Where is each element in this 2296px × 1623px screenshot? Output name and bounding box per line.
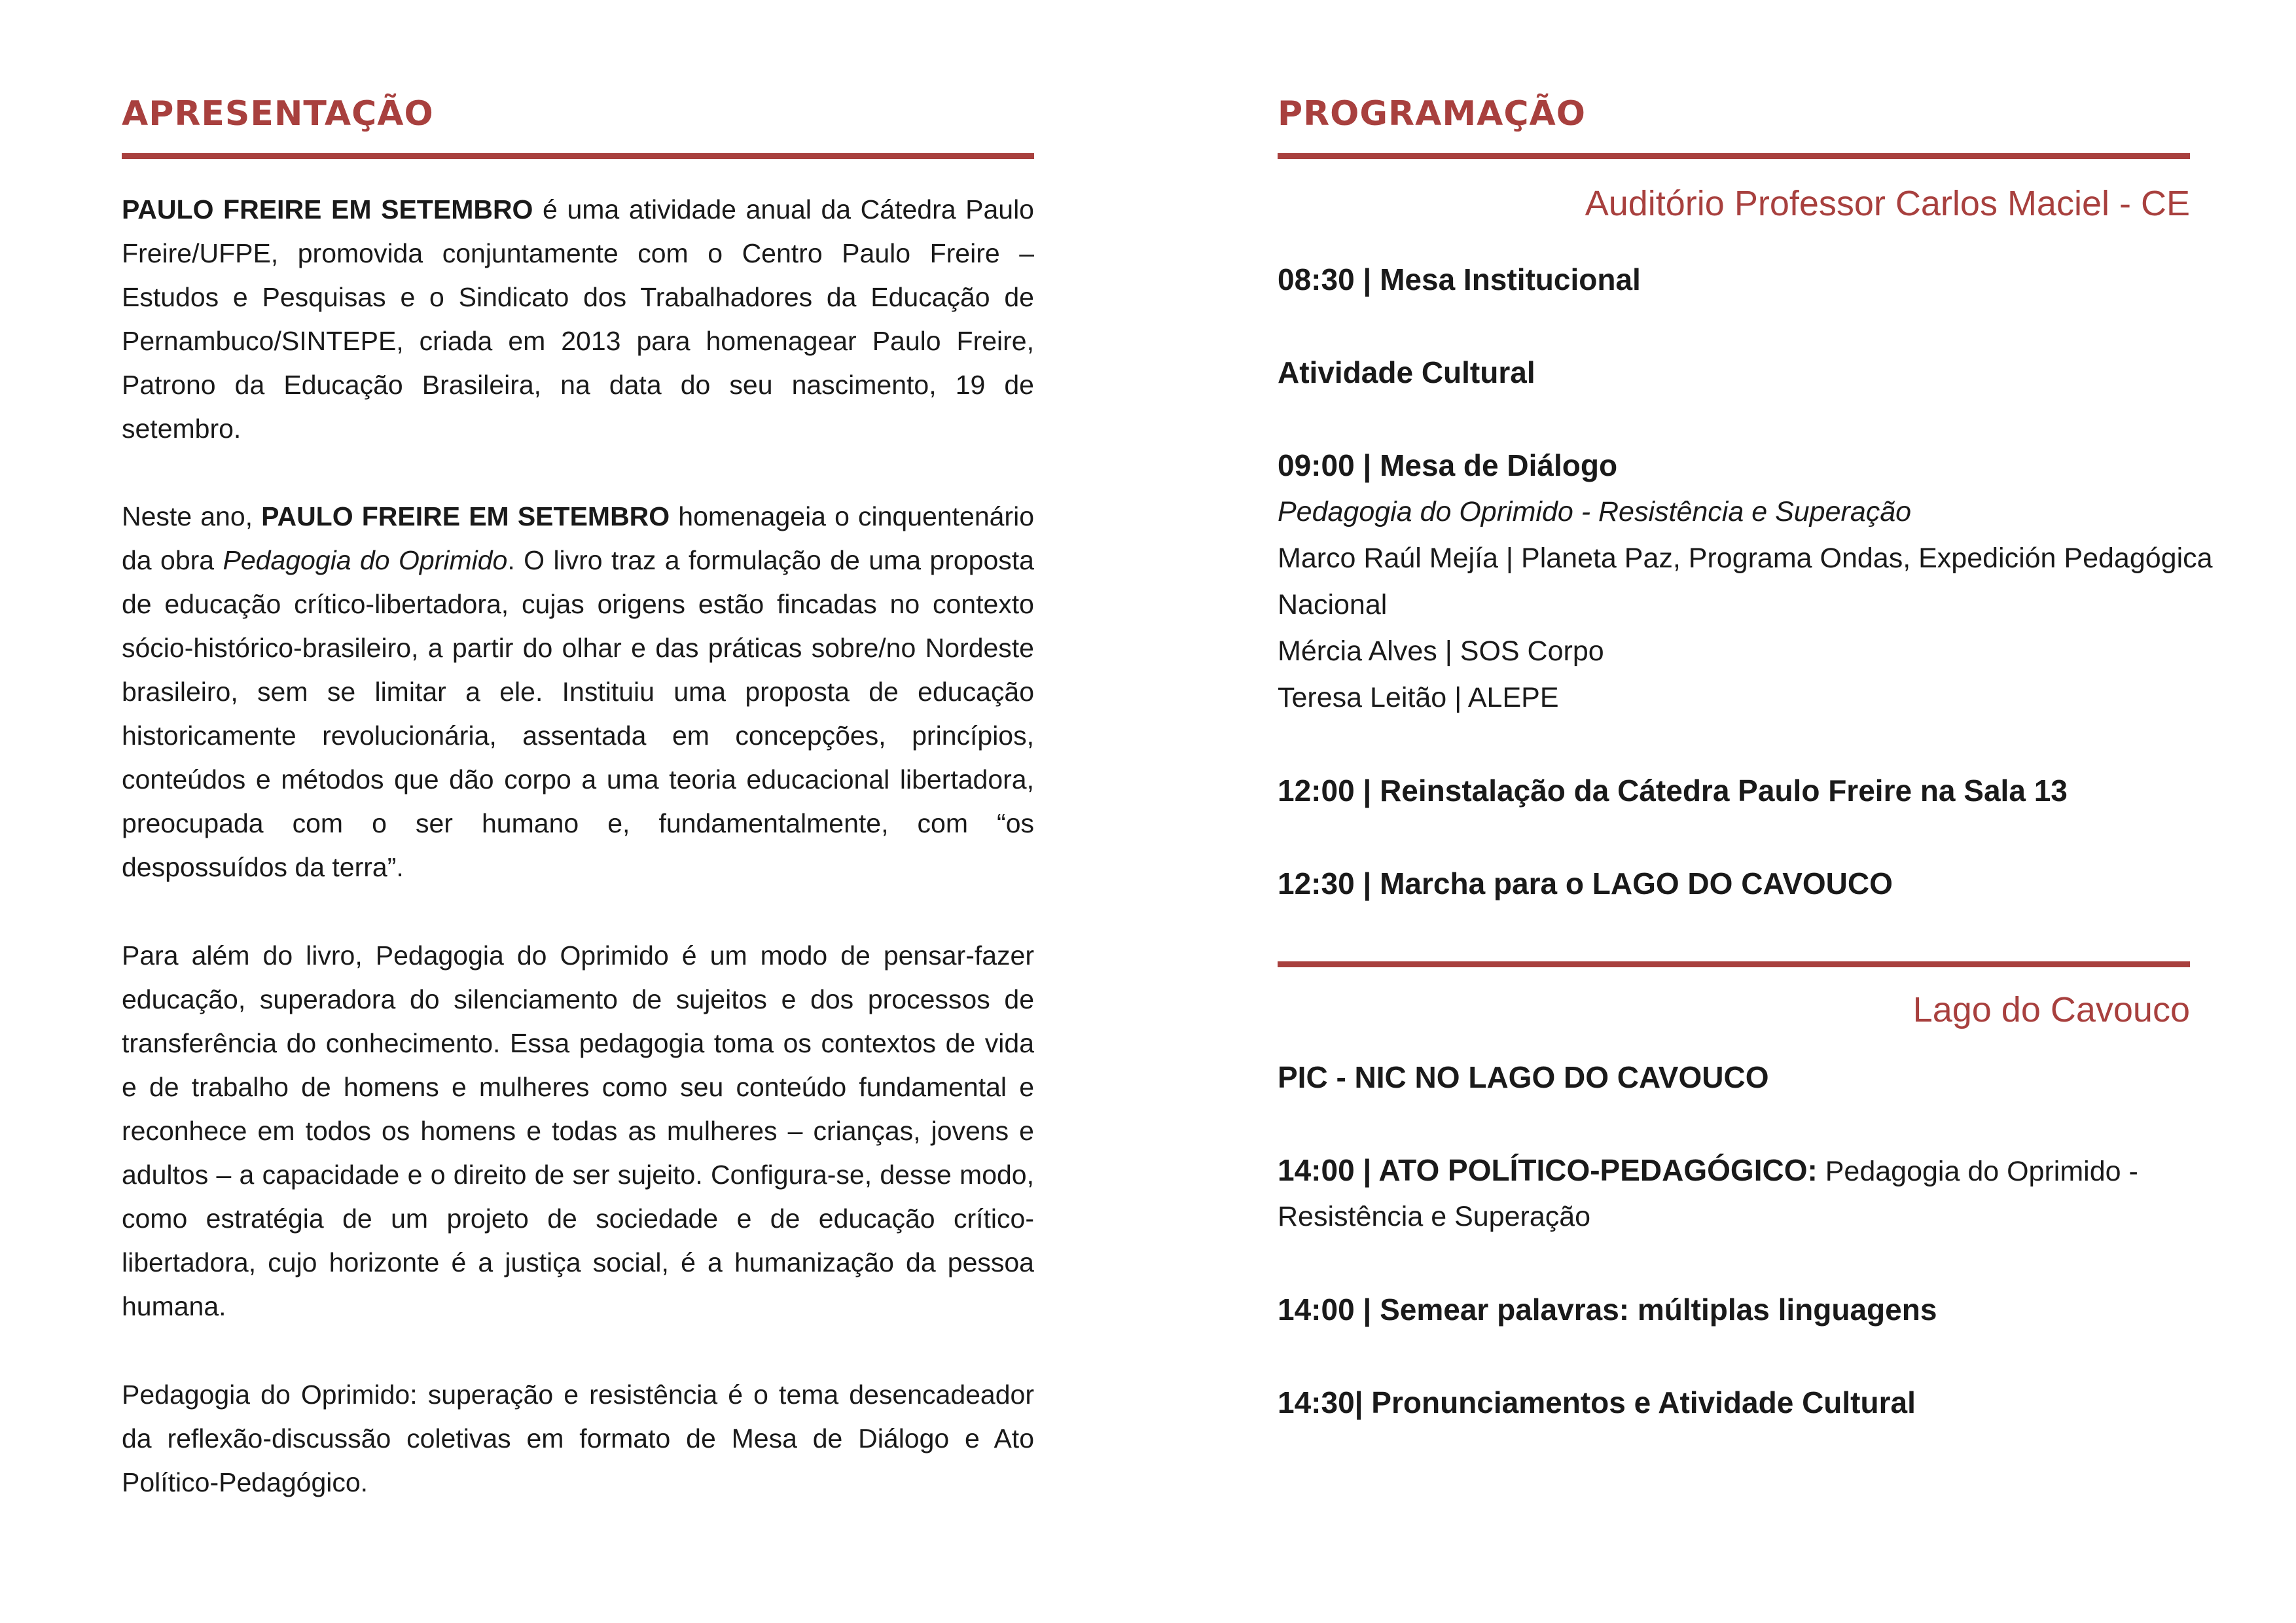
programacao-divider [1278, 961, 2190, 967]
paragraph-tema: Pedagogia do Oprimido: superação e resistência é o tema desencadeador da reflexão-discussão coletivas em formato de Mesa de Diálogo e Ato Político-Pedagógico. [122, 1380, 1034, 1497]
venue-auditorio: Auditório Professor Carlos Maciel - CE [1585, 184, 2190, 223]
programacao-heading: PROGRAMAÇÃO [1278, 94, 1586, 134]
schedule-auditorio [1278, 257, 2213, 907]
item-ato-politico-cont: Resistência e Superação [1278, 1201, 1591, 1232]
book-title: Pedagogia do Oprimido [223, 545, 508, 575]
venue-lago: Lago do Cavouco [1912, 990, 2190, 1029]
item-picnic: PIC - NIC NO LAGO DO CAVOUCO [1278, 1060, 1769, 1094]
item-reinstalacao: 12:00 | Reinstalação da Cátedra Paulo Freire na Sala 13 [1278, 774, 2068, 808]
paragraph-intro: PAULO FREIRE EM SETEMBRO é uma atividade anual da Cátedra Paulo Freire/UFPE, promovida conjuntamente com o Centro Paulo Freire – Estudos e Pesquisas e o Sindicato dos Trabalhadores da Educação de Pernambuco/SINTEPE, criada em 2013 para homenagear Paulo Freire, Patrono da Educação Brasileira, na data do seu nascimento, 19 de setembro. [122, 194, 1034, 444]
speaker-marco-cont: Nacional [1278, 589, 1388, 620]
schedule-lago [1278, 1054, 2190, 1426]
event-name-strong: PAULO FREIRE EM SETEMBRO [261, 501, 670, 531]
item-mesa-institucional: 08:30 | Mesa Institucional [1278, 262, 1641, 296]
item-pronunciamentos: 14:30| Pronunciamentos e Atividade Cultural [1278, 1385, 1916, 1419]
mesa-dialogo-tema: Pedagogia do Oprimido - Resistência e Superação [1278, 496, 1912, 527]
speaker-marco: Marco Raúl Mejía | Planeta Paz, Programa Ondas, Expedición Pedagógica [1278, 543, 2213, 574]
programacao-rule [1278, 153, 2190, 159]
apresentacao-rule [122, 153, 1034, 159]
item-semear-palavras: 14:00 | Semear palavras: múltiplas linguagens [1278, 1293, 1937, 1327]
speaker-mercia: Mércia Alves | SOS Corpo [1278, 635, 1604, 667]
item-mesa-dialogo: 09:00 | Mesa de Diálogo [1278, 448, 1618, 482]
paragraph-pedagogia: Para além do livro, Pedagogia do Oprimido é um modo de pensar-fazer educação, superadora do silenciamento de sujeitos e dos processos de transferência do conhecimento. Essa pedagogia toma os contextos de vida e de trabalho de homens e mulheres como seu conteúdo fundamental e reconhece em todos os homens e todas as mulheres – crianças, jovens e adultos – a capacidade e o direito de ser sujeito. Configura-se, desse modo, como estratégia de um projeto de sociedade e de educação crítico-libertadora, cujo horizonte é a justiça social, é a humanização da pessoa humana. [122, 940, 1034, 1321]
speaker-teresa: Teresa Leitão | ALEPE [1278, 682, 1559, 713]
apresentacao-heading: APRESENTAÇÃO [122, 94, 434, 134]
item-ato-politico: 14:00 | ATO POLÍTICO-PEDAGÓGICO: Pedagogia do Oprimido - [1278, 1153, 2138, 1187]
event-name-strong: PAULO FREIRE EM SETEMBRO [122, 194, 533, 224]
item-marcha: 12:30 | Marcha para o LAGO DO CAVOUCO [1278, 866, 1893, 901]
paragraph-cinquentenario: Neste ano, PAULO FREIRE EM SETEMBRO homenageia o cinquentenário da obra Pedagogia do Oprimido. O livro traz a formulação de uma proposta de educação crítico-libertadora, cujas origens estão fincadas no contexto sócio-histórico-brasileiro, a partir do olhar e das práticas sobre/no Nordeste brasileiro, sem se limitar a ele. Instituiu uma proposta de educação historicamente revolucionária, assentada em concepções, princípios, conteúdos e métodos que dão corpo a uma teoria educacional libertadora, preocupada com o ser humano e, fundamentalmente, com “os despossuídos da terra”. [122, 501, 1035, 882]
item-atividade-cultural: Atividade Cultural [1278, 355, 1535, 389]
